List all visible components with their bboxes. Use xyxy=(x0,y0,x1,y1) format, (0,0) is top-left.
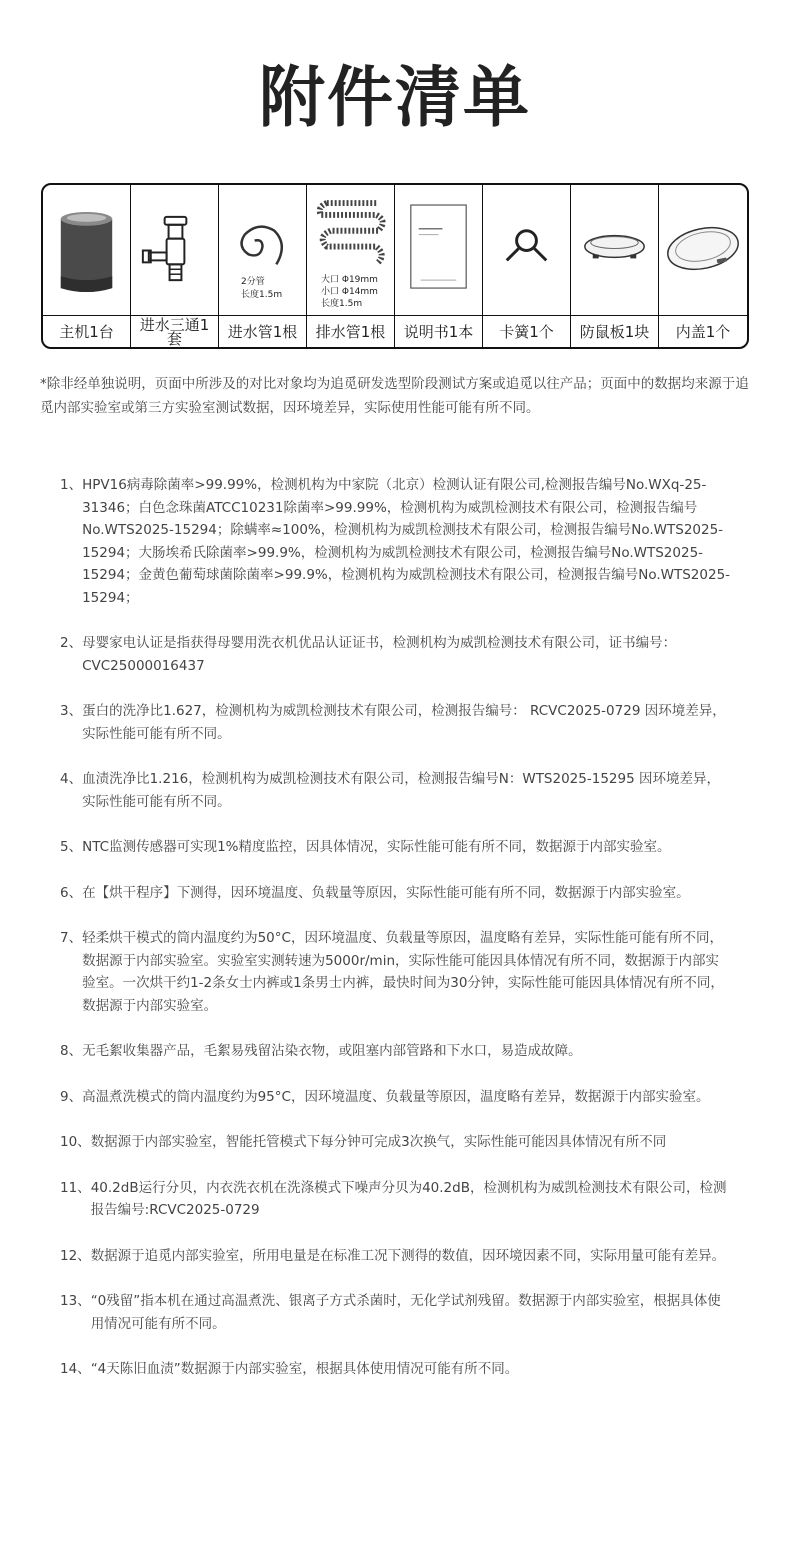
note-number: 9、 xyxy=(60,1088,83,1105)
note-number: 10、 xyxy=(60,1134,91,1150)
note-item xyxy=(60,1131,732,1154)
note-item xyxy=(60,927,732,1017)
note-text: 数据源于内部实验室，智能托管模式下每分钟可完成3次换气，实际性能可能因具体情况有所不同 xyxy=(90,1134,667,1150)
note-number: 5、 xyxy=(60,839,83,855)
note-item xyxy=(60,700,732,745)
hose-clamp-icon xyxy=(483,185,570,315)
page-title: 附件清单 xyxy=(259,59,531,136)
drain-hose-spec-2: 小口 Φ14mm xyxy=(321,287,378,297)
note-number: 12、 xyxy=(60,1247,91,1264)
note-number: 2、 xyxy=(60,635,83,651)
note-item xyxy=(60,474,732,609)
note-text: 母婴家电认证是指获得母婴用洗衣机优品认证证书，检测机构为威凯检测技术有限公司，证书编号：CVC25000016437 xyxy=(82,635,677,674)
note-item xyxy=(60,1086,732,1109)
note-item xyxy=(60,1290,732,1335)
accessory-label: 主机1台 xyxy=(43,316,131,347)
note-item xyxy=(60,836,732,859)
manual-booklet-icon xyxy=(395,185,482,315)
accessory-image-cell xyxy=(307,185,395,316)
note-number: 14、 xyxy=(60,1361,91,1377)
water-inlet-tee-icon xyxy=(131,185,218,315)
accessory-label: 内盖1个 xyxy=(675,322,731,341)
note-text: HPV16病毒除菌率>99.99%，检测机构为中家院（北京）检测认证有限公司,检测报告编号No.WXq-25-31346；白色念珠菌ATCC10231除菌率>99.99%，检测机构为威凯检测技术有限公司，检测报告编号No.WTS2025-15294；除螨率≈100%，检测机构为威凯检测技术有限公司，检测报告编号No.WTS2025-15294；大肠埃希氏除菌率>99.9%，检测机构为威凯检测技术有限公司，检测报告编号No.WTS2025-15294；金黄色葡萄球菌除菌率>99.9%，检测机构为威凯检测技术有限公司，检测报告编号No.WTS2025-15294； xyxy=(82,477,731,606)
note-text: 轻柔烘干模式的筒内温度约为50°C，因环境温度、负载量等原因，温度略有差异，实际性能可能有所不同，数据源于内部实验室。实验室实测转速为5000r/min，实际性能可能因具体情况有所不同，数据源于内部实验室。一次烘干约1-2条女士内裤或1条男士内裤，最快时间为30分钟，实际性能可能因具体情况有所不同，数据源于内部实验室。 xyxy=(82,930,724,1014)
accessory-label: 进水管1根 xyxy=(219,316,307,347)
note-item xyxy=(60,768,732,813)
accessory-label: 说明书1本 xyxy=(395,316,483,347)
accessory-image-cell xyxy=(43,185,131,316)
accessory-image-cell xyxy=(659,185,747,316)
note-text: 无毛絮收集器产品，毛絮易残留沾染衣物，或阻塞内部管路和下水口，易造成故障。 xyxy=(82,1043,582,1059)
notes-list xyxy=(60,474,732,1381)
note-item xyxy=(60,632,732,677)
note-number: 3、 xyxy=(60,703,83,719)
note-text: 40.2dB运行分贝，内衣洗衣机在洗涤模式下噪声分贝为40.2dB，检测机构为威凯检测技术有限公司，检测报告编号:RCVC2025-0729 xyxy=(90,1179,727,1218)
note-text: 数据源于追觅内部实验室，所用电量是在标准工况下测得的数值，因环境因素不同，实际用量可能有差异。 xyxy=(90,1247,726,1264)
note-number: 6、 xyxy=(60,884,83,901)
note-number: 8、 xyxy=(60,1043,83,1059)
accessory-label: 进水三通1套 xyxy=(131,316,219,347)
note-item xyxy=(60,882,732,905)
drain-hose-spec-1: 大口 Φ19mm xyxy=(321,275,378,285)
note-text: 血渍洗净比1.216，检测机构为威凯检测技术有限公司，检测报告编号N：WTS2025-15295 因环境差异，实际性能可能有所不同。 xyxy=(82,771,720,810)
note-text: “0残留”指本机在通过高温煮洗、银离子方式杀菌时，无化学试剂残留。数据源于内部实验室，根据具体使用情况可能有所不同。 xyxy=(90,1293,721,1332)
accessory-label: 防鼠板1块 xyxy=(571,316,659,347)
note-text: 在【烘干程序】下测得，因环境温度、负载量等原因，实际性能可能有所不同，数据源于内部实验室。 xyxy=(82,884,690,901)
accessory-table xyxy=(41,183,749,349)
note-number: 13、 xyxy=(60,1293,91,1309)
accessory-image-cell xyxy=(571,185,659,316)
note-item xyxy=(60,1358,732,1381)
accessory-label: 卡簧1个 xyxy=(483,316,571,347)
note-number: 4、 xyxy=(60,771,83,787)
note-number: 11、 xyxy=(60,1179,91,1196)
note-text: NTC监测传感器可实现1%精度监控，因具体情况，实际性能可能有所不同，数据源于内部实验室。 xyxy=(82,839,671,855)
note-number: 1、 xyxy=(60,477,83,493)
disclaimer-text: *除非经单独说明，页面中所涉及的对比对象均为追觅研发选型阶段测试方案或追觅以往产品；页面中的数据均来源于追觅内部实验室或第三方实验室测试数据，因环境差异，实际使用性能可能有所不同。 xyxy=(40,376,749,416)
drain-hose-spec-3: 长度1.5m xyxy=(321,299,363,309)
accessory-image-cell xyxy=(395,185,483,316)
note-item xyxy=(60,1245,732,1268)
note-number: 7、 xyxy=(60,930,83,946)
note-item xyxy=(60,1177,732,1222)
washer-unit-icon xyxy=(43,185,130,315)
accessory-image-cell xyxy=(219,185,307,316)
note-item xyxy=(60,1040,732,1063)
note-text: “4天陈旧血渍”数据源于内部实验室，根据具体使用情况可能有所不同。 xyxy=(90,1361,519,1377)
inlet-hose-spec-1: 2分管 xyxy=(241,277,265,287)
note-text: 高温煮洗模式的筒内温度约为95°C，因环境温度、负载量等原因，温度略有差异，数据源于内部实验室。 xyxy=(82,1088,710,1105)
accessory-image-cell xyxy=(483,185,571,316)
accessory-label: 排水管1根 xyxy=(307,316,395,347)
accessory-image-cell xyxy=(131,185,219,316)
note-text: 蛋白的洗净比1.627，检测机构为威凯检测技术有限公司，检测报告编号： RCVC2025-0729 因环境差异，实际性能可能有所不同。 xyxy=(82,703,726,742)
inlet-hose-spec-2: 长度1.5m xyxy=(241,290,283,300)
rat-guard-plate-icon xyxy=(571,185,658,315)
inner-lid-icon xyxy=(659,185,747,315)
